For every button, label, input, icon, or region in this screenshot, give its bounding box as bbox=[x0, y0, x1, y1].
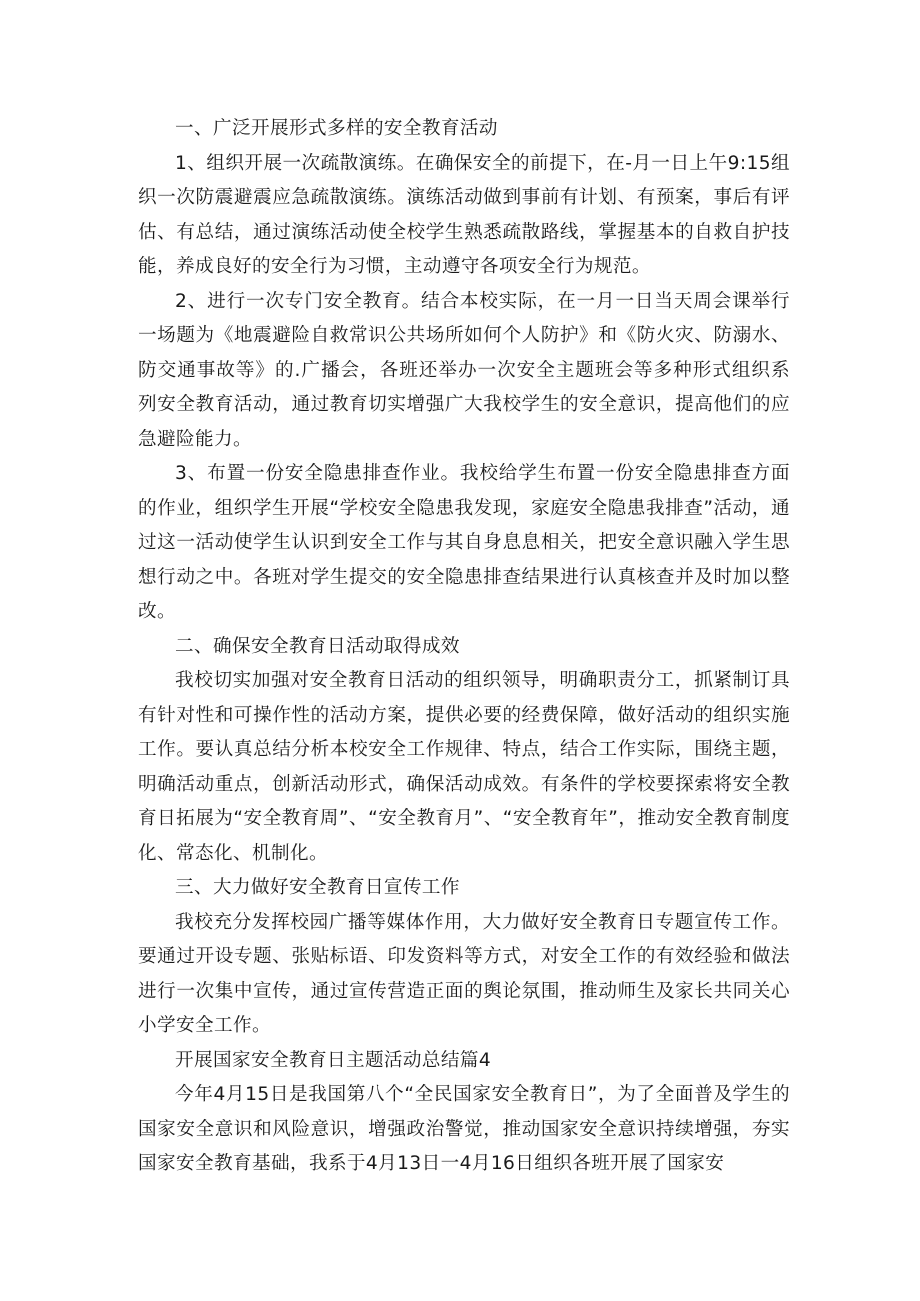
paragraph-hazard-homework: 3、布置一份安全隐患排查作业。我校给学生布置一份安全隐患排查方面的作业，组织学生开展“学校安全隐患我发现，家庭安全隐患我排查”活动，通过这一活动使学生认识到安全工作与其自身息息相关，把安全意识融入学生思想行动之中。各班对学生提交的安全隐患排查结果进行认真核查并及时加以整改。 bbox=[138, 463, 790, 622]
paragraph-national-security-day: 今年4月15日是我国第八个“全民国家安全教育日”，为了全面普及学生的国家安全意识和风险意识，增强政治警觉，推动国家安全意识持续增强，夯实国家安全教育基础，我系于4月13日一4月16日组织各班开展了国家安 bbox=[138, 1084, 790, 1174]
paragraph-effectiveness: 我校切实加强对安全教育日活动的组织领导，明确职责分工，抓紧制订具有针对性和可操作性的活动方案，提供必要的经费保障，做好活动的组织实施工作。要认真总结分析本校安全工作规律、特点，结合工作实际，围绕主题，明确活动重点，创新活动形式，确保活动成效。有条件的学校要探索将安全教育日拓展为“安全教育周”、“安全教育月”、“安全教育年”，推动安全教育制度化、常态化、机制化。 bbox=[138, 670, 790, 864]
document-page bbox=[138, 112, 790, 1182]
paragraph-evacuation-drill: 1、组织开展一次疏散演练。在确保安全的前提下，在-月一日上午9:15组织一次防震避震应急疏散演练。演练活动做到事前有计划、有预案，事后有评估、有总结，通过演练活动使全校学生熟悉疏散路线，掌握基本的自救自护技能，养成良好的安全行为习惯，主动遵守各项安全行为规范。 bbox=[138, 152, 790, 277]
section-heading-2: 二、确保安全教育日活动取得成效 bbox=[175, 635, 460, 657]
section-heading-3: 三、大力做好安全教育日宣传工作 bbox=[175, 877, 460, 898]
paragraph-safety-education: 2、进行一次专门安全教育。结合本校实际，在一月一日当天周会课举行一场题为《地震避险自救常识公共场所如何个人防护》和《防火灾、防溺水、防交通事故等》的.广播会，各班还举办一次安全主题班会等多种形式组织系列安全教育活动，通过教育切实增强广大我校学生的安全意识，提高他们的应急避险能力。 bbox=[138, 290, 790, 450]
section-heading-1: 一、广泛开展形式多样的安全教育活动 bbox=[175, 118, 498, 139]
paragraph-publicity: 我校充分发挥校园广播等媒体作用，大力做好安全教育日专题宣传工作。要通过开设专题、张贴标语、印发资料等方式，对安全工作的有效经验和做法进行一次集中宣传，通过宣传营造正面的舆论氛围，推动师生及家长共同关心小学安全工作。 bbox=[138, 911, 790, 1036]
article-title-4: 开展国家安全教育日主题活动总结篇4 bbox=[175, 1049, 492, 1071]
